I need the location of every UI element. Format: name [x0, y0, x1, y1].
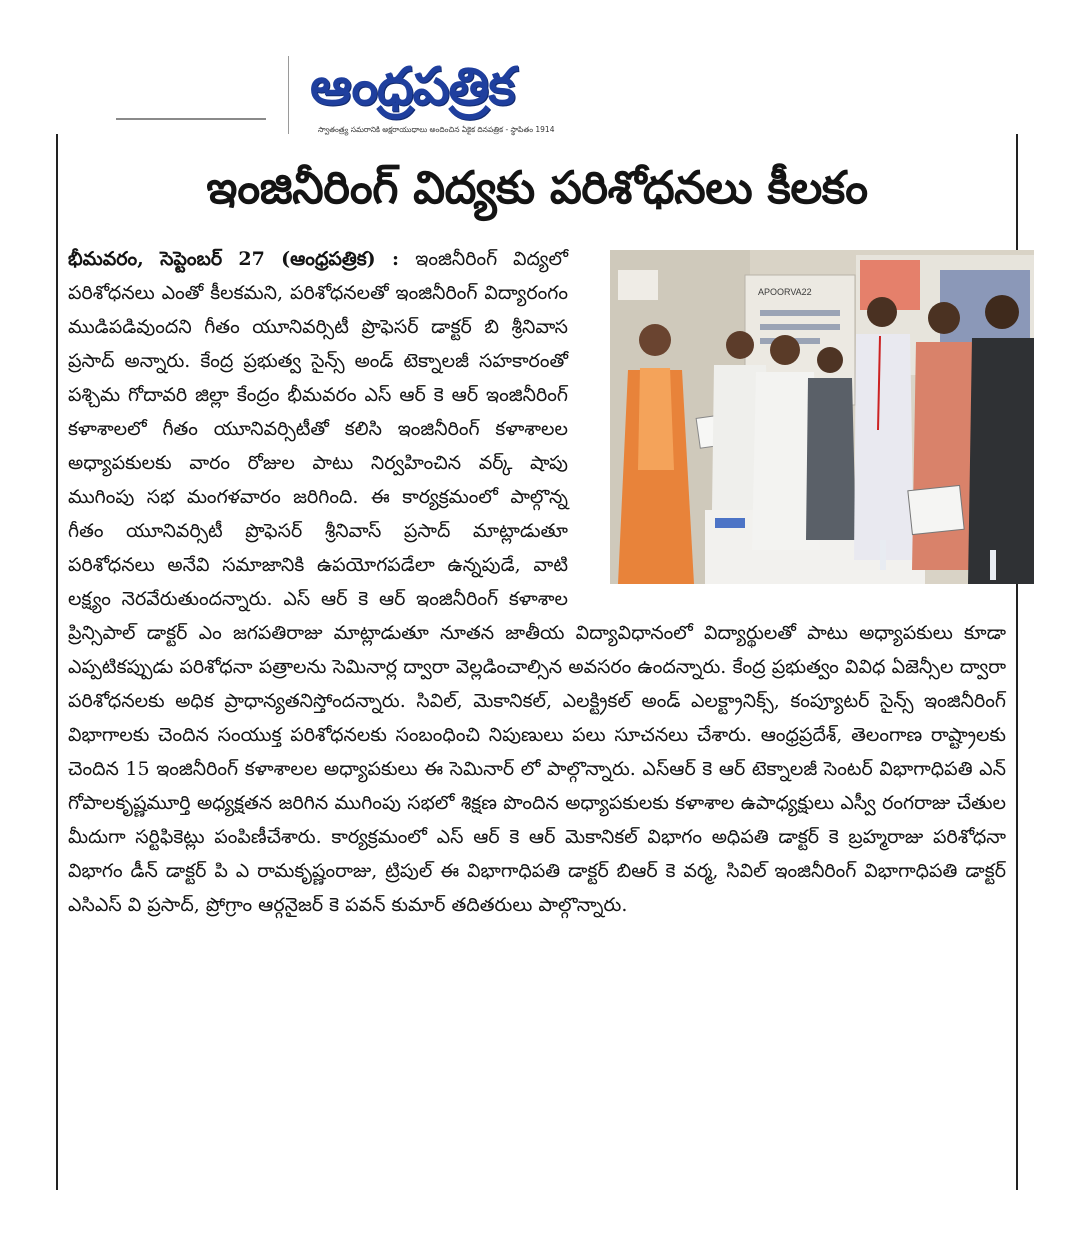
article-text: ఇంజినీరింగ్ విద్యలో పరిశోధనలు ఎంతో కీలకమని, పరిశోధనలతో ఇంజినీరింగ్ విద్యారంగం ముడిపడివుందని గీతం యూనివర్సిటీ ప్రొఫెసర్ డాక్టర్ బి శ్రీనివాస ప్రసాద్ అన్నారు. కేంద్ర ప్రభుత్వ సైన్స్ అండ్ టెక్నాలజీ సహకారంతో పశ్చిమ గోదావరి జిల్లా కేంద్రం భీమవరం ఎస్ ఆర్ కె ఆర్ ఇంజినీరింగ్ కళాశాలలో గీతం యూనివర్సిటీతో కలిసి ఇంజినీరింగ్ కళాశాలల అధ్యాపకులకు వారం రోజుల పాటు నిర్వహించిన వర్క్ షాపు ముగింపు సభ మంగళవారం జరిగింది. ఈ కార్యక్రమంలో పాల్గొన్న గీతం యూనివర్సిటీ ప్రొఫెసర్ శ్రీనివాస్ ప్రసాద్ మాట్లాడుతూ పరిశోధనలు అనేవి సమాజానికి ఉపయోగపడేలా ఉన్నపుడే, వాటి లక్ష్యం నెరవేరుతుందన్నారు. ఎస్ ఆర్ కె ఆర్ ఇంజినీరింగ్ కళాశాల ప్రిన్సిపాల్ డాక్టర్ ఎం జగపతిరాజు మాట్లాడుతూ నూతన జాతీయ విద్యావిధానంలో విద్యార్థులతో పాటు అధ్యాపకులు కూడా ఎప్పటికప్పుడు పరిశోధనా పత్రాలను సెమినార్ల ద్వారా వెల్లడించాల్సిన అవసరం ఉందన్నారు. కేంద్ర ప్రభుత్వం వివిధ ఏజెన్సీల ద్వారా పరిశోధనలకు అధిక ప్రాధాన్యతనిస్తోందన్నారు. సివిల్, మెకానికల్, ఎలక్ట్రికల్ అండ్ ఎలక్ట్రానిక్స్, కంప్యూటర్ సైన్స్ ఇంజినీరింగ్ విభాగాలకు చెందిన సంయుక్త పరిశోధనలకు సంబంధించి నిపుణులు పలు సూచనలు చేశారు. ఆంధ్రప్రదేశ్, తెలంగాణ రాష్ట్రాలకు చెందిన 15 ఇంజినీరింగ్ కళాశాలల అధ్యాపకులు ఈ సెమినార్ లో పాల్గొన్నారు. ఎస్ఆర్ కె ఆర్ టెక్నాలజీ సెంటర్ విభాగాధిపతి ఎన్ గోపాలకృష్ణమూర్తి అధ్యక్షతన జరిగిన ముగింపు సభలో శిక్షణ పొందిన అధ్యాపకులకు కళాశాల ఉపాధ్యక్షులు ఎస్వీ రంగరాజు చేతుల మీదుగా సర్టిఫికెట్లు పంపిణీచేశారు. కార్యక్రమంలో ఎస్ ఆర్ కె ఆర్ మెకానికల్ విభాగం అధిపతి డాక్టర్ కె బ్రహ్మరాజు పరిశోధనా విభాగం డీన్ డాక్టర్ పి ఎ రామకృష్ణంరాజు, ట్రిపుల్ ఈ విభాగాధిపతి డాక్టర్ బిఆర్ కె వర్మ, సివిల్ ఇంజినీరింగ్ విభాగాధిపతి డాక్టర్ ఎసిఎస్ వి ప్రసాద్, ప్రోగ్రాం ఆర్గనైజర్ కె పవన్ కుమార్ తదితరులు పాల్గొన్నారు. [68, 248, 1006, 916]
previous-column-fragment [116, 118, 266, 138]
masthead-tagline: స్వాతంత్ర్య సమరానికి అక్షరాయుధాలు అందించిన ఏకైక దినపత్రిక - స్థాపితం 1914 [318, 125, 555, 134]
banner-text: APOORVA22 [758, 287, 812, 297]
newspaper-logo: ఆంధ్రపత్రిక [310, 57, 515, 117]
masthead-divider [288, 56, 289, 134]
masthead [0, 0, 1088, 140]
article-dateline: భీమవరం, సెప్టెంబర్ 27 (ఆంధ్రపత్రిక) : [68, 248, 416, 270]
article-headline: ఇంజినీరింగ్ విద్యకు పరిశోధనలు కీలకం [206, 161, 868, 214]
person-5 [854, 297, 914, 560]
event-photo [610, 250, 1034, 584]
person-7 [968, 295, 1034, 584]
left-column-rule [56, 134, 58, 1190]
event-photo-illustration [610, 250, 1034, 584]
